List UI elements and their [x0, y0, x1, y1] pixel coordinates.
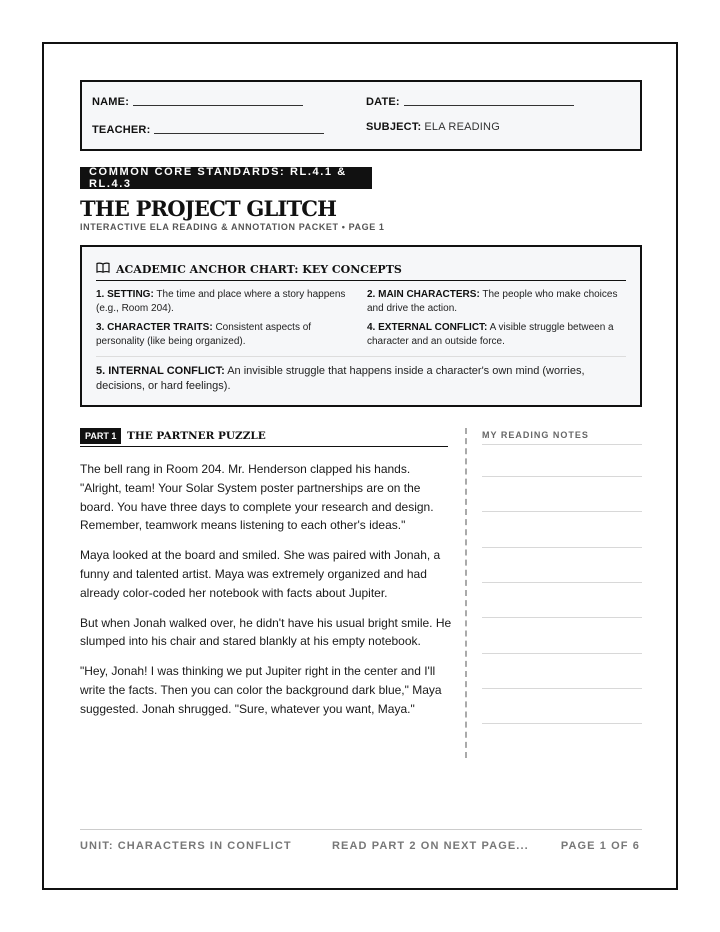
- anchor-chart-title: ACADEMIC ANCHOR CHART: KEY CONCEPTS: [116, 262, 402, 276]
- concept-term: 5. INTERNAL CONFLICT:: [96, 365, 225, 377]
- name-label: NAME:: [92, 96, 130, 108]
- concept-definition: The time and place where a story happens (e.g., Room 204).: [96, 289, 346, 314]
- note-line[interactable]: [482, 476, 642, 477]
- concept-term: 1. SETTING:: [96, 289, 154, 300]
- note-line[interactable]: [482, 547, 642, 548]
- concept-internal-conflict: [96, 364, 626, 393]
- concept-definition: An invisible struggle that happens inside a character's own mind (worries, decisions, or hard feelings).: [96, 365, 585, 392]
- concept-definition: Consistent aspects of personality (like being organized).: [96, 322, 312, 347]
- concept-main-characters: [367, 288, 629, 316]
- subject-label: SUBJECT:: [366, 121, 422, 133]
- note-line[interactable]: [482, 511, 642, 512]
- concept-setting: [96, 288, 354, 316]
- footer-next-page: READ PART 2 ON NEXT PAGE...: [332, 840, 529, 852]
- concept-definition: The people who make choices and drive the action.: [367, 289, 618, 314]
- page-title: THE PROJECT GLITCH: [80, 196, 337, 221]
- story-paragraph: "Hey, Jonah! I was thinking we put Jupiter right in the center and I'll write the facts. Then you can color the background dark blue," Maya suggested. Jonah shrugged. "Sure, whatever you want, Maya.": [80, 664, 442, 716]
- note-line[interactable]: [482, 617, 642, 618]
- worksheet-page: [42, 42, 678, 890]
- book-icon: [96, 262, 116, 276]
- teacher-label: TEACHER:: [92, 124, 151, 136]
- standards-banner: COMMON CORE STANDARDS: RL.4.1 & RL.4.3: [80, 167, 372, 189]
- date-label: DATE:: [366, 96, 400, 108]
- date-blank[interactable]: [404, 105, 574, 106]
- story-text: [80, 460, 454, 730]
- concept-external-conflict: [367, 321, 629, 349]
- note-line[interactable]: [482, 653, 642, 654]
- part-badge: PART 1: [80, 428, 121, 444]
- teacher-field[interactable]: [92, 124, 324, 136]
- story-paragraph: Maya looked at the board and smiled. She was paired with Jonah, a funny and talented artist. Maya was extremely organized and had already color-coded her notebook with facts about Jupiter.: [80, 548, 441, 600]
- teacher-blank[interactable]: [154, 133, 324, 134]
- concept-character-traits: [96, 321, 354, 349]
- concept-term: 3. CHARACTER TRAITS:: [96, 322, 213, 333]
- story-paragraph: The bell rang in Room 204. Mr. Henderson clapped his hands. "Alright, team! Your Solar System poster partnerships are on the board. You have three days to complete your research and design. Remember, teamwork means listening to each other's ideas.": [80, 462, 434, 533]
- story-paragraph: But when Jonah walked over, he didn't have his usual bright smile. He slumped into his chair and stared blankly at his empty notebook.: [80, 615, 452, 649]
- footer-divider: [80, 829, 642, 830]
- notes-divider: [465, 428, 467, 758]
- name-field[interactable]: [92, 96, 303, 108]
- footer-page-number: PAGE 1 OF 6: [560, 840, 640, 852]
- concept-definition: A visible struggle between a character and an outside force.: [367, 322, 614, 347]
- student-info-box: [80, 80, 642, 151]
- name-blank[interactable]: [133, 105, 303, 106]
- note-line[interactable]: [482, 582, 642, 583]
- concept-term: 2. MAIN CHARACTERS:: [367, 289, 480, 300]
- page-subtitle: INTERACTIVE ELA READING & ANNOTATION PACKET • PAGE 1: [80, 222, 385, 232]
- note-line[interactable]: [482, 723, 642, 724]
- date-field[interactable]: [366, 96, 574, 108]
- anchor-divider: [96, 280, 626, 281]
- concept-divider: [96, 356, 626, 357]
- notes-title: MY READING NOTES: [482, 430, 589, 440]
- subject-value: ELA READING: [424, 121, 500, 133]
- part-title: THE PARTNER PUZZLE: [127, 430, 266, 442]
- note-line[interactable]: [482, 444, 642, 445]
- part-divider: [80, 446, 448, 447]
- note-line[interactable]: [482, 688, 642, 689]
- footer-unit: UNIT: CHARACTERS IN CONFLICT: [80, 840, 292, 852]
- anchor-chart: [80, 245, 642, 407]
- concept-term: 4. EXTERNAL CONFLICT:: [367, 322, 488, 333]
- anchor-chart-heading: [96, 262, 402, 276]
- subject-field: [366, 121, 500, 133]
